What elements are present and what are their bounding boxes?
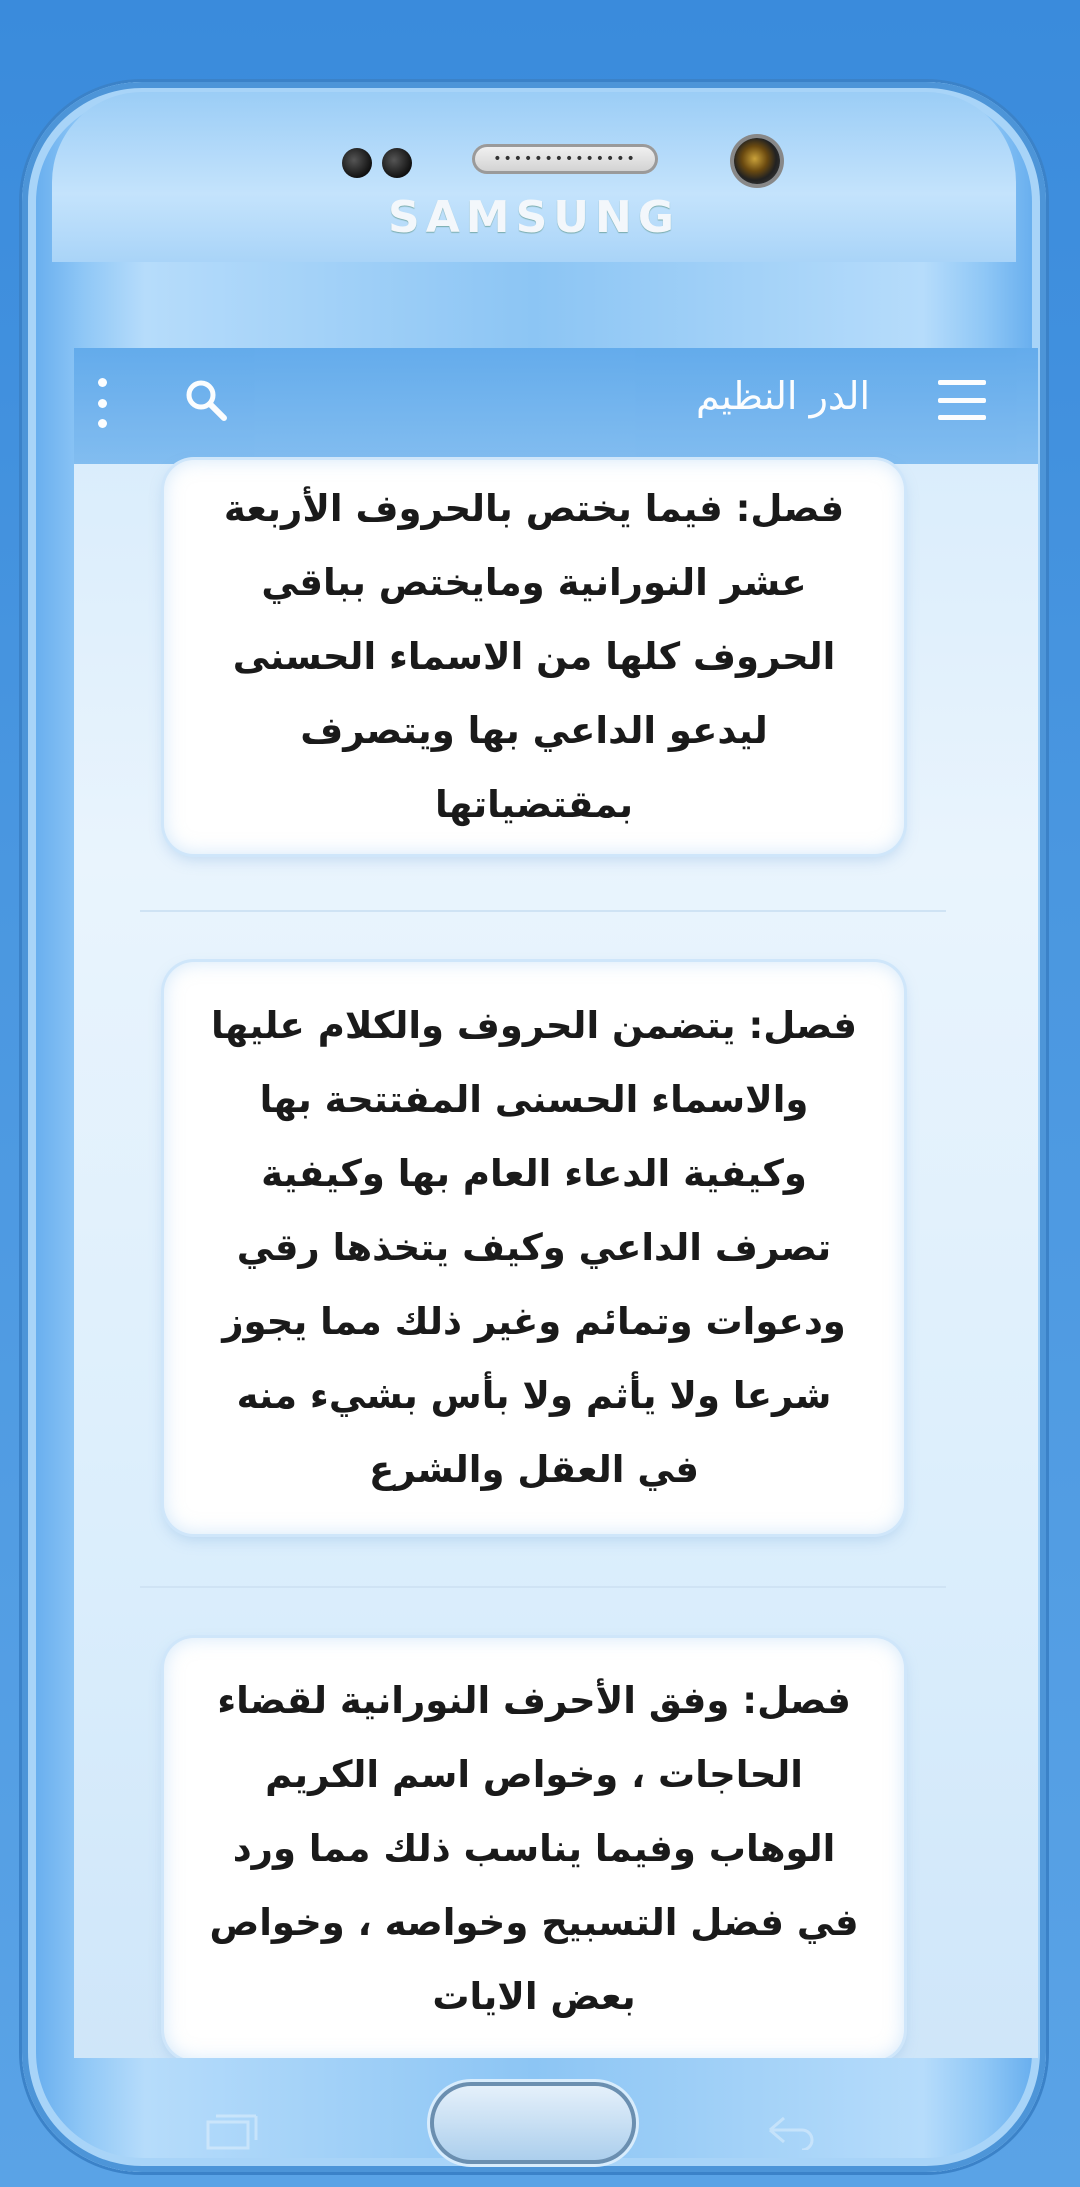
list-item-text: فصل: فيما يختص بالحروف الأربعة عشر النورانية ومايختص بباقي الحروف كلها من الاسماء الحسنى ليدعو الداعي بها ويتصرف بمقتضياتها: [223, 487, 845, 826]
phone-frame: [22, 82, 1046, 2172]
divider: [140, 1586, 946, 1588]
divider: [140, 910, 946, 912]
light-sensor: [382, 148, 412, 178]
device-nav-bar: [22, 1982, 1046, 2157]
search-icon[interactable]: [182, 376, 230, 424]
brand-logo: SAMSUNG: [388, 192, 680, 243]
app-title: الدر النظيم: [695, 374, 870, 418]
front-camera: [734, 138, 780, 184]
earpiece-speaker: [472, 144, 658, 174]
list-item[interactable]: [164, 962, 904, 1534]
speaker-grille: ••••••••••••••: [493, 151, 637, 167]
phone-top-bezel: [52, 92, 1016, 262]
list-item[interactable]: [164, 460, 904, 854]
recent-apps-icon[interactable]: [204, 2112, 260, 2152]
hamburger-menu-icon[interactable]: [938, 380, 986, 420]
list-item-text: فصل: يتضمن الحروف والكلام عليها والاسماء الحسنى المفتتحة بها وكيفية الدعاء العام بها وكيفية تصرف الداعي وكيف يتخذها رقي ودعوات وتمائم وغير ذلك مما يجوز شرعا ولا يأثم ولا بأس بشيء منه في العقل والشرع: [211, 1004, 857, 1491]
proximity-sensor: [342, 148, 372, 178]
app-toolbar: [74, 348, 1038, 464]
home-button[interactable]: [430, 2082, 636, 2164]
overflow-menu-icon[interactable]: [96, 378, 108, 428]
list-item-text: فصل: وفق الأحرف النورانية لقضاء الحاجات ، وخواص اسم الكريم الوهاب وفيما يناسب ذلك مما ورد في فضل التسبيح وخواصه ، وخواص بعض الايات: [209, 1679, 859, 2018]
app-screen: [74, 348, 1038, 2058]
back-icon[interactable]: [762, 2110, 818, 2150]
